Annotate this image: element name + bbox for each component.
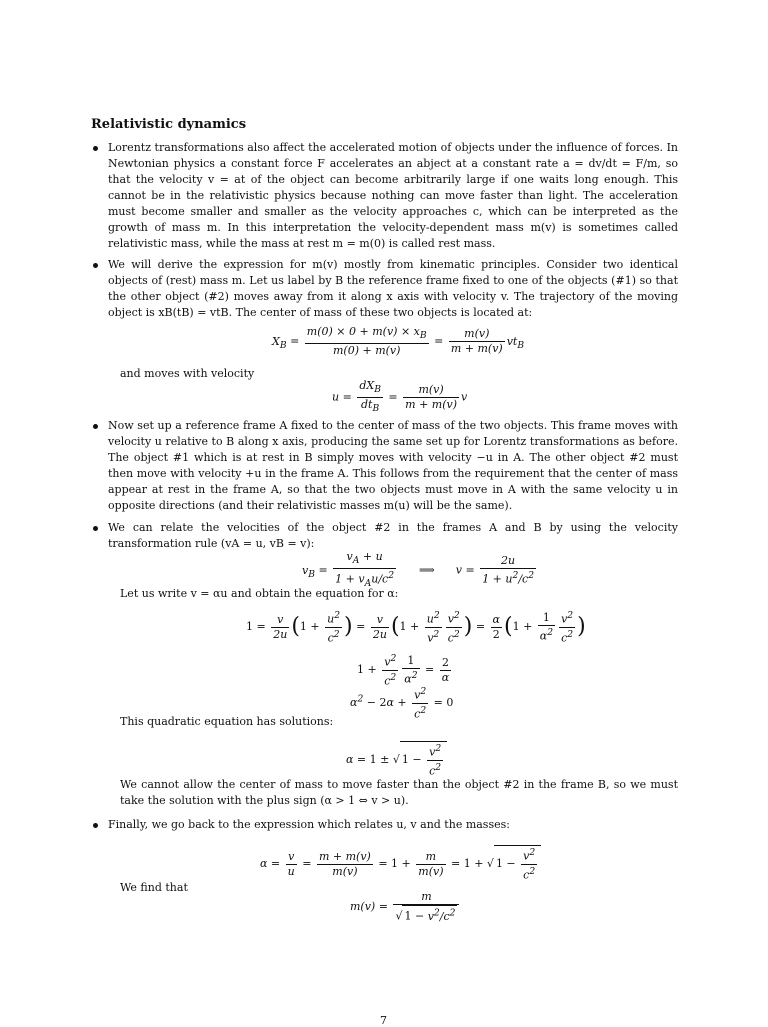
bullet-dot [93,526,98,531]
bullet-item-1 [108,140,678,252]
paragraph: and moves with velocity [120,367,255,380]
paragraph: We cannot allow the center of mass to move faster than the object #2 in the frame B, so we must take the solution with the plus sign (α > 1 ⇔ v > u). [120,778,678,807]
bullet-dot [93,823,98,828]
bullet-item-2 [108,257,678,321]
equation-relativistic-mass: m(v) = $\frac{m}{√ 1 - v^2/c^2}$ [350,890,461,924]
paragraph: We find that [120,881,188,894]
section-heading: Relativistic dynamics [91,117,247,132]
equation-alpha-solution: α = 1 ± √ 1 − $\frac{v^2}{c^2}$ [346,741,447,778]
paragraph: Lorentz transformations also affect the accelerated motion of objects under the influence of forces. In Newtonian physics a constant force F accelerates an abject at a constant rate a = dv/dt = F/m, so that the velocity v = at of the object can become arbitrarily large if one waits long enough. This cannot be in the relativistic physics because nothing can move faster than light. The acceleration must become smaller and smaller as the velocity approaches c, which can be interpreted as the growth of mass m. In this interpretation the velocity-dependent mass m(v) is sometimes called relativistic mass, while the mass at rest m = m(0) is called rest mass. [108,141,678,250]
page-number: 7 [380,1014,387,1027]
equation-alpha-quadratic: $\alpha^2 - 2\alpha$ + $\frac{v^2}{c^2}$ = 0 [350,686,454,721]
bullet-dot [93,424,98,429]
paragraph: We can relate the velocities of the object #2 in the frames A and B by using the velocity transformation rule (vA = u, vB = v): [108,521,678,550]
equation-alpha-masses: α = $\frac{v}{u}$ = $\frac{m + m(v)}{m(v)}$ = 1 + $\frac{m}{m(v)}$ = 1 + √ 1 − $\frac{v^2}{c^2}$ [260,845,541,882]
bullet-item-4 [108,520,678,552]
bullet-item-3 [108,418,678,514]
equation-alpha-1: 1 = $\frac{v}{2u}$ (1 + $\frac{u^2}{c^2}$ ) = $\frac{v}{2u}$ (1 + $\frac{u^2}{v^2}$ $\frac{v^2}{c^2}$ ) = $\frac{\alpha}{2}$ (1 + $\frac{1}{\alpha^2}$ $\frac{v^2}{c^2}$ ) [246,610,586,645]
bullet-item-5 [108,817,678,833]
bullet-dot [93,263,98,268]
equation-center-of-mass: $X_B$ = $\frac{m(0) \times 0 + m(v) \times x_B}{m(0) + m(v)}$ = $\frac{m(v)}{m + m(v)}$ $vt_B$ [272,325,525,358]
paragraph: Let us write v = αu and obtain the equation for α: [120,587,399,600]
equation-alpha-2: 1 + $\frac{v^2}{c^2}$ $\frac{1}{\alpha^2}$ = $\frac{2}{\alpha}$ [357,653,450,688]
bullet-dot [93,146,98,151]
equation-velocity-u: u = $\frac{dX_B}{dt_B}$ = $\frac{m(v)}{m + m(v)}$ v [332,379,468,415]
paragraph: Now set up a reference frame A fixed to the center of mass of the two objects. This frame moves with velocity u relative to B along x axis, producing the same set up for Lorentz transformations as before. The object #1 which is at rest in B simply moves with velocity −u in A. The other object #2 must then move with velocity +u in the frame A. This follows from the requirement that the center of mass appear at rest in the frame A, so that the two objects must move in A with the same velocity u in opposite directions (and their relativistic masses m(u) will be the same). [108,419,678,512]
paragraph: This quadratic equation has solutions: [120,715,334,728]
equation-velocity-transform: $v_B$ = $\frac{v_A + u}{1 + v_Au/c^2}$ ⟹ v = $\frac{2u}{1 + u^2/c^2}$ [302,550,535,590]
paragraph: We will derive the expression for m(v) mostly from kinematic principles. Consider two identical objects of (rest) mass m. Let us label by B the reference frame fixed to one of the objects (#1) so that the other object (#2) moves away from it along x axis with velocity v. The trajectory of the moving object is xB(tB) = vtB. The center of mass of these two objects is located at: [108,258,678,319]
paragraph: Finally, we go back to the expression which relates u, v and the masses: [108,818,510,831]
